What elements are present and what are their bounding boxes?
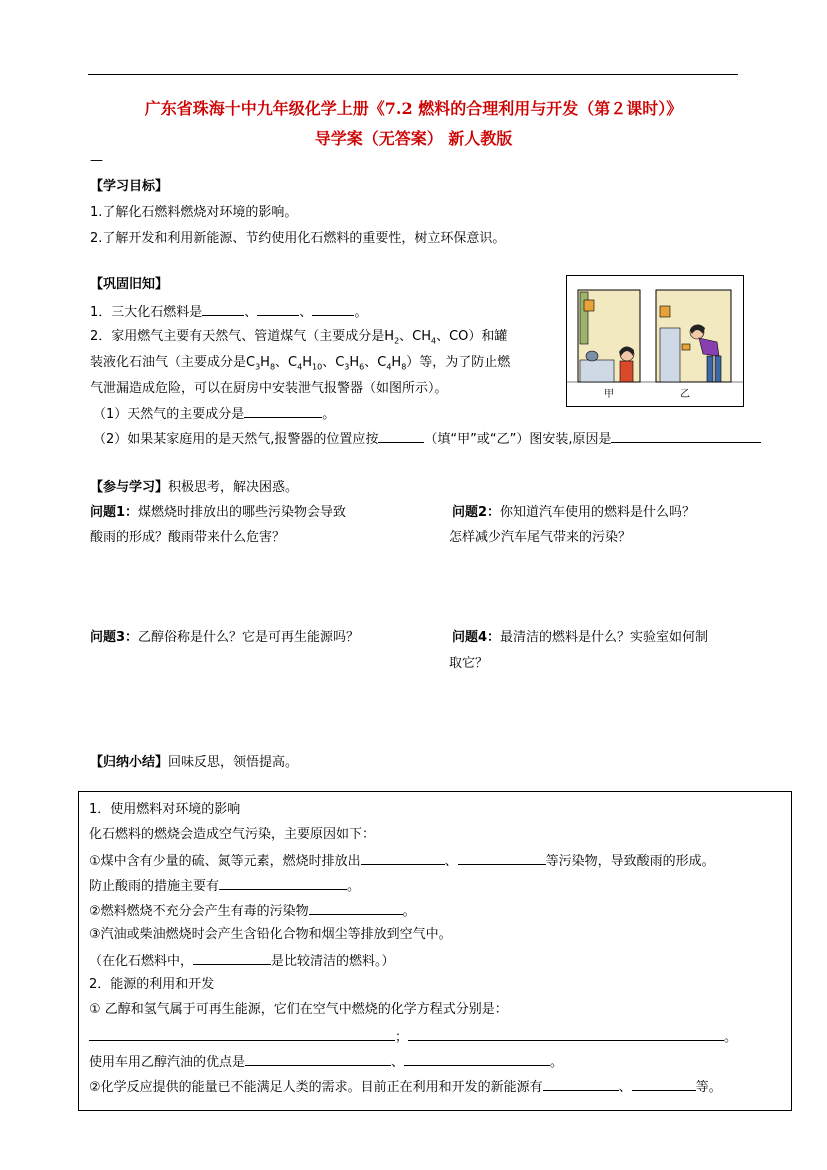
formula-part: 、C <box>275 355 298 370</box>
blank-clean-fuel[interactable] <box>193 952 271 965</box>
q2-line1-text: 2．家用燃气主要有天然气、管道煤气（主要成分是 <box>90 329 385 344</box>
question-2 <box>452 505 695 522</box>
review-sub2 <box>93 430 761 449</box>
review-q2-line1 <box>90 329 507 347</box>
summary-s1-d: ③汽油或柴油燃烧时会产生含铅化合物和烟尘等排放到空气中。 <box>89 927 452 942</box>
title-dash: — <box>90 153 103 168</box>
question-1-label: 问题1： <box>90 505 139 520</box>
s1-a-end: 等污染物，导致酸雨的形成。 <box>545 854 715 869</box>
participate-heading <box>90 480 298 497</box>
summary-s1-a <box>89 852 715 871</box>
s1-b-end: 。 <box>347 879 361 894</box>
s2-b-end: 。 <box>550 1055 564 1070</box>
summary-heading-tail: 回味反思，领悟提高。 <box>168 755 299 770</box>
question-4-line2: 取它？ <box>449 656 489 671</box>
s2-b-sep: 、 <box>391 1055 405 1070</box>
blank-fuel-1[interactable] <box>202 303 244 316</box>
s1-a-sep: 、 <box>444 854 458 869</box>
question-1-text: 煤燃烧时排放出的哪些污染物会导致 <box>138 505 347 520</box>
summary-s2-c <box>89 1078 722 1097</box>
formula-co: 、CO）和罐 <box>436 329 508 344</box>
s1-c-end: 。 <box>402 904 416 919</box>
formula-part: H <box>391 355 402 370</box>
goals-heading: 【学习目标】 <box>90 179 169 194</box>
sub2-prefix: （2）如果某家庭用的是天然气,报警器的位置应按 <box>93 432 379 447</box>
blank-pollutant-1[interactable] <box>361 852 445 865</box>
review-q1 <box>90 303 367 322</box>
question-3-text: 乙醇俗称是什么？它是可再生能源吗？ <box>138 630 360 645</box>
question-1-line2: 酸雨的形成？酸雨带来什么危害？ <box>90 530 286 545</box>
question-4-text: 最清洁的燃料是什么？实验室如何制 <box>500 630 709 645</box>
blank-natural-gas[interactable] <box>244 405 322 418</box>
formula-sub: 4 <box>386 362 392 372</box>
blank-toxic-pollutant[interactable] <box>309 902 403 915</box>
header-rule <box>88 74 738 75</box>
s2-b-prefix: 使用车用乙醇汽油的优点是 <box>89 1055 246 1070</box>
review-q1-sep1: 、 <box>244 305 258 320</box>
formula-ch: 、CH <box>399 329 432 344</box>
s2-c-prefix: ②化学反应提供的能量已不能满足人类的需求。目前正在利用和开发的新能源有 <box>89 1080 543 1095</box>
question-2-line2: 怎样减少汽车尾气带来的污染？ <box>449 530 632 545</box>
page-title-line2: 导学案（无答案） 新人教版 <box>314 129 513 148</box>
summary-s2-b <box>89 1053 563 1072</box>
figure-label-yi: 乙 <box>680 389 690 400</box>
s1-e-end: 是比较清洁的燃料。） <box>271 954 395 969</box>
review-q2-line2 <box>90 355 510 373</box>
formula-sub: 8 <box>401 362 407 372</box>
formula-part: H <box>349 355 360 370</box>
s2-c-end: 等。 <box>695 1080 722 1095</box>
blank-new-energy-1[interactable] <box>543 1078 619 1091</box>
review-heading: 【巩固旧知】 <box>90 277 169 292</box>
question-3 <box>90 630 359 647</box>
sub2-mid: （填“甲”或“乙”）图安装,原因是 <box>424 432 612 447</box>
formula-part: H <box>260 355 270 370</box>
s1-c-prefix: ②燃料燃烧不充分会产生有毒的污染物 <box>89 904 309 919</box>
figure-label-jia: 甲 <box>604 389 614 400</box>
summary-box <box>78 791 792 1111</box>
kitchen-alarm-figure <box>566 275 744 407</box>
question-2-text: 你知道汽车使用的燃料是什么吗？ <box>500 505 696 520</box>
formula-sub: 2 <box>394 336 400 346</box>
sub1-prefix: （1）天然气的主要成分是 <box>93 407 245 422</box>
q2-line2-end: ）等，为了防止燃 <box>406 355 511 370</box>
review-q1-sep2: 、 <box>299 305 313 320</box>
blank-fuel-2[interactable] <box>257 303 299 316</box>
question-2-label: 问题2： <box>452 505 501 520</box>
summary-s1-intro: 化石燃料的燃烧会造成空气污染，主要原因如下： <box>89 827 376 842</box>
goal-item-2: 2.了解开发和利用新能源、节约使用化石燃料的重要性，树立环保意识。 <box>90 231 506 246</box>
summary-s1-b <box>89 877 360 896</box>
summary-s1-e <box>89 952 395 971</box>
s2-c-sep: 、 <box>618 1080 632 1095</box>
page-title-line1: 广东省珠海十中九年级化学上册《7.2 燃料的合理利用与开发（第２课时）》 <box>144 99 683 118</box>
participate-heading-label: 【参与学习】 <box>90 480 169 495</box>
q2-line2-text: 装液化石油气（主要成分是C <box>90 355 256 370</box>
blank-hydrogen-equation[interactable] <box>408 1028 724 1041</box>
blank-ethanol-equation[interactable] <box>89 1028 395 1041</box>
s2-a-end: 。 <box>724 1030 738 1045</box>
s1-b-prefix: 防止酸雨的措施主要有 <box>89 879 220 894</box>
blank-ethanol-advantage-1[interactable] <box>245 1053 391 1066</box>
sub1-end: 。 <box>322 407 336 422</box>
blank-ethanol-advantage-2[interactable] <box>404 1053 550 1066</box>
goal-item-1: 1.了解化石燃料燃烧对环境的影响。 <box>90 205 298 220</box>
formula-sub: 4 <box>431 336 437 346</box>
summary-heading-label: 【归纳小结】 <box>90 755 169 770</box>
s2-a-sep: ； <box>395 1030 409 1045</box>
formula-sub: 3 <box>255 362 261 372</box>
formula-part: 、C <box>364 355 387 370</box>
blank-alarm-position[interactable] <box>378 430 424 443</box>
formula-sub: 4 <box>297 362 303 372</box>
summary-s1-title: 1．使用燃料对环境的影响 <box>89 802 241 817</box>
s1-a-prefix: ①煤中含有少量的硫、氮等元素，燃烧时排放出 <box>89 854 361 869</box>
question-1 <box>90 505 346 522</box>
question-3-label: 问题3： <box>90 630 139 645</box>
formula-sub: 6 <box>359 362 365 372</box>
summary-s2-a: ① 乙醇和氢气属于可再生能源，它们在空气中燃烧的化学方程式分别是： <box>89 1002 508 1017</box>
summary-s1-c <box>89 902 416 921</box>
formula-sub: 10 <box>312 362 323 372</box>
blank-new-energy-2[interactable] <box>632 1078 696 1091</box>
review-sub1 <box>93 405 335 424</box>
summary-heading <box>90 755 298 772</box>
s1-e-prefix: （在化石燃料中， <box>89 954 194 969</box>
question-4-label: 问题4： <box>452 630 501 645</box>
formula-sub: 8 <box>269 362 276 372</box>
blank-pollutant-2[interactable] <box>458 852 546 865</box>
question-4 <box>452 630 708 647</box>
summary-s2-title: 2．能源的利用和开发 <box>89 977 215 992</box>
review-q1-end: 。 <box>354 305 368 320</box>
formula-part: H <box>302 355 312 370</box>
review-q1-prefix: 1．三大化石燃料是 <box>90 305 203 320</box>
blank-acid-rain-measures[interactable] <box>219 877 347 890</box>
participate-heading-tail: 积极思考，解决困惑。 <box>168 480 299 495</box>
blank-reason[interactable] <box>611 430 761 443</box>
formula-h: H <box>384 329 395 344</box>
review-q2-line3: 气泄漏造成危险，可以在厨房中安装泄气报警器（如图所示）。 <box>90 381 448 396</box>
formula-part: 、C <box>322 355 345 370</box>
kitchen-illustration <box>567 276 743 406</box>
blank-fuel-3[interactable] <box>312 303 354 316</box>
summary-s2-equations <box>89 1028 737 1047</box>
formula-sub: 3 <box>344 362 350 372</box>
